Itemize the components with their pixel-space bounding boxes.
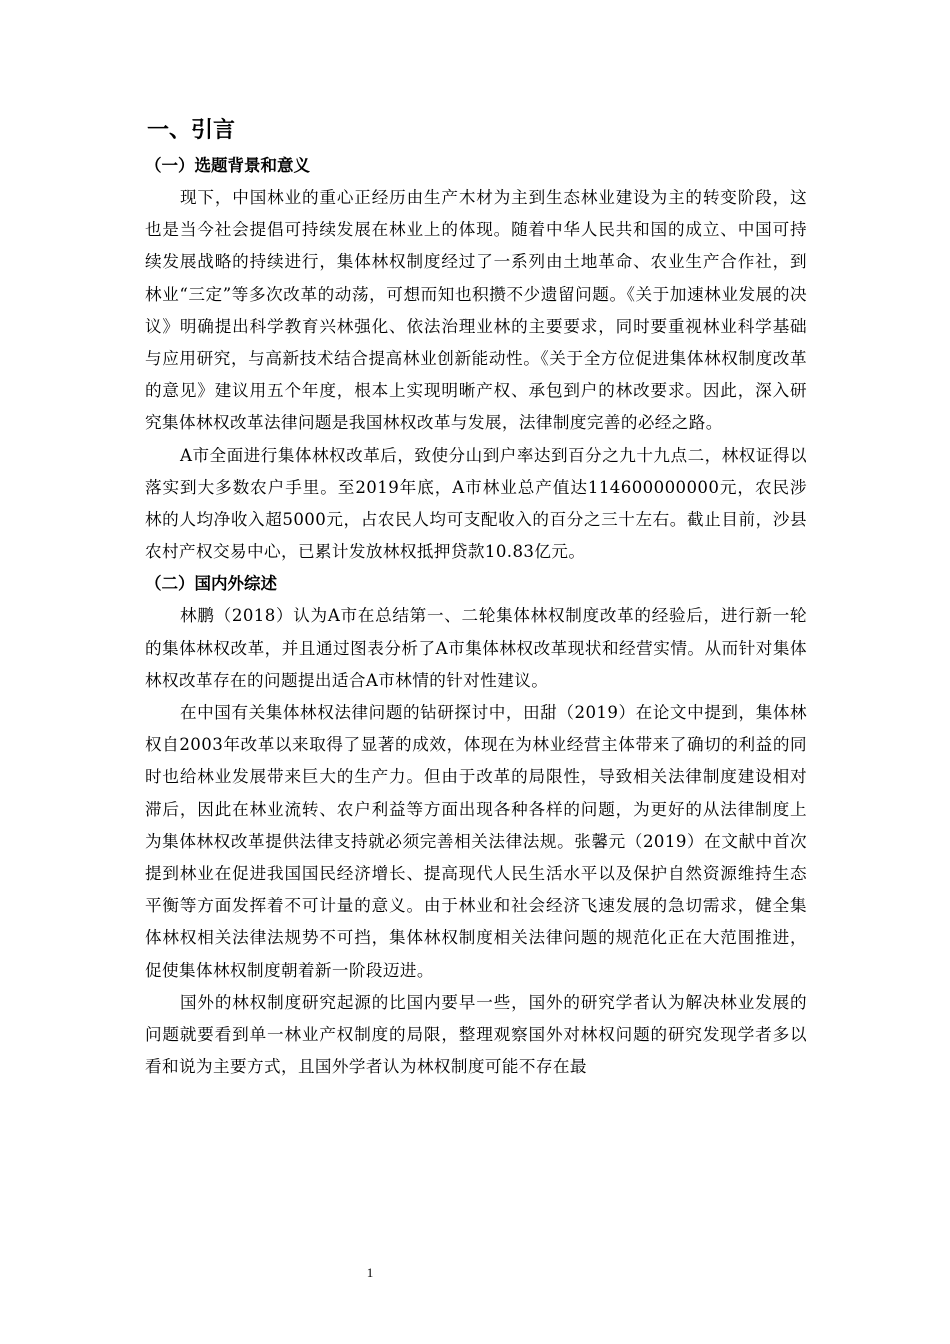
page-number: 1 (366, 1265, 374, 1280)
paragraph: 现下，中国林业的重心正经历由生产木材为主到生态林业建设为主的转变阶段，这也是当今社会提倡可持续发展在林业上的体现。随着中华人民共和国的成立、中国可持续发展战略的持续进行，集体林权制度经过了一系列由土地革命、农业生产合作社，到林业“三定”等多次改革的动荡，可想而知也积攒不少遗留问题。《关于加速林业发展的决议》明确提出科学教育兴林强化、依法治理业林的主要要求，同时要重视林业科学基础与应用研究，与高新技术结合提高林业创新能动性。《关于全方位促进集体林权制度改革的意见》建议用五个年度，根本上实现明晰产权、承包到户的林改要求。因此，深入研究集体林权改革法律问题是我国林权改革与发展，法律制度完善的必经之路。 (145, 188, 807, 433)
chapter-heading: 一、引言 (147, 118, 236, 143)
paragraph: A市全面进行集体林权改革后，致使分山到户率达到百分之九十九点二，林权证得以落实到大多数农户手里。至2019年底，A市林业总产值达114600000000元，农民涉林的人均净收入超5000元，占农民人均可支配收入的百分之三十左右。截止目前，沙县农村产权交易中心，已累计发放林权抵押贷款10.83亿元。 (145, 445, 807, 562)
section-title-literature-review: （二）国内外综述 (145, 574, 277, 594)
section-title-background: （一）选题背景和意义 (145, 156, 310, 175)
page-content (145, 112, 807, 1083)
paragraph: 在中国有关集体林权法律问题的钻研探讨中，田甜（2019）在论文中提到，集体林权自2003年改革以来取得了显著的成效，体现在为林业经营主体带来了确切的利益的同时也给林业发展带来巨大的生产力。但由于改革的局限性，导致相关法律制度建设相对滞后，因此在林业流转、农户利益等方面出现各种各样的问题，为更好的从法律制度上为集体林权改革提供法律支持就必须完善相关法律法规。张馨元（2019）在文献中首次提到林业在促进我国国民经济增长、提高现代人民生活水平以及保护自然资源维持生态平衡等方面发挥着不可计量的意义。由于林业和社会经济飞速发展的急切需求，健全集体林权相关法律法规势不可挡，集体林权制度相关法律问题的规范化正在大范围推进，促使集体林权制度朝着新一阶段迈进。 (145, 703, 807, 980)
paragraph: 林鹏（2018）认为A市在总结第一、二轮集体林权制度改革的经验后，进行新一轮的集体林权改革，并且通过图表分析了A市集体林权改革现状和经营实情。从而针对集体林权改革存在的问题提出适合A市林情的针对性建议。 (145, 606, 807, 690)
paragraph: 国外的林权制度研究起源的比国内要早一些，国外的研究学者认为解决林业发展的问题就要看到单一林业产权制度的局限，整理观察国外对林权问题的研究发现学者多以看和说为主要方式，且国外学者认为林权制度可能不存在最 (145, 992, 807, 1077)
